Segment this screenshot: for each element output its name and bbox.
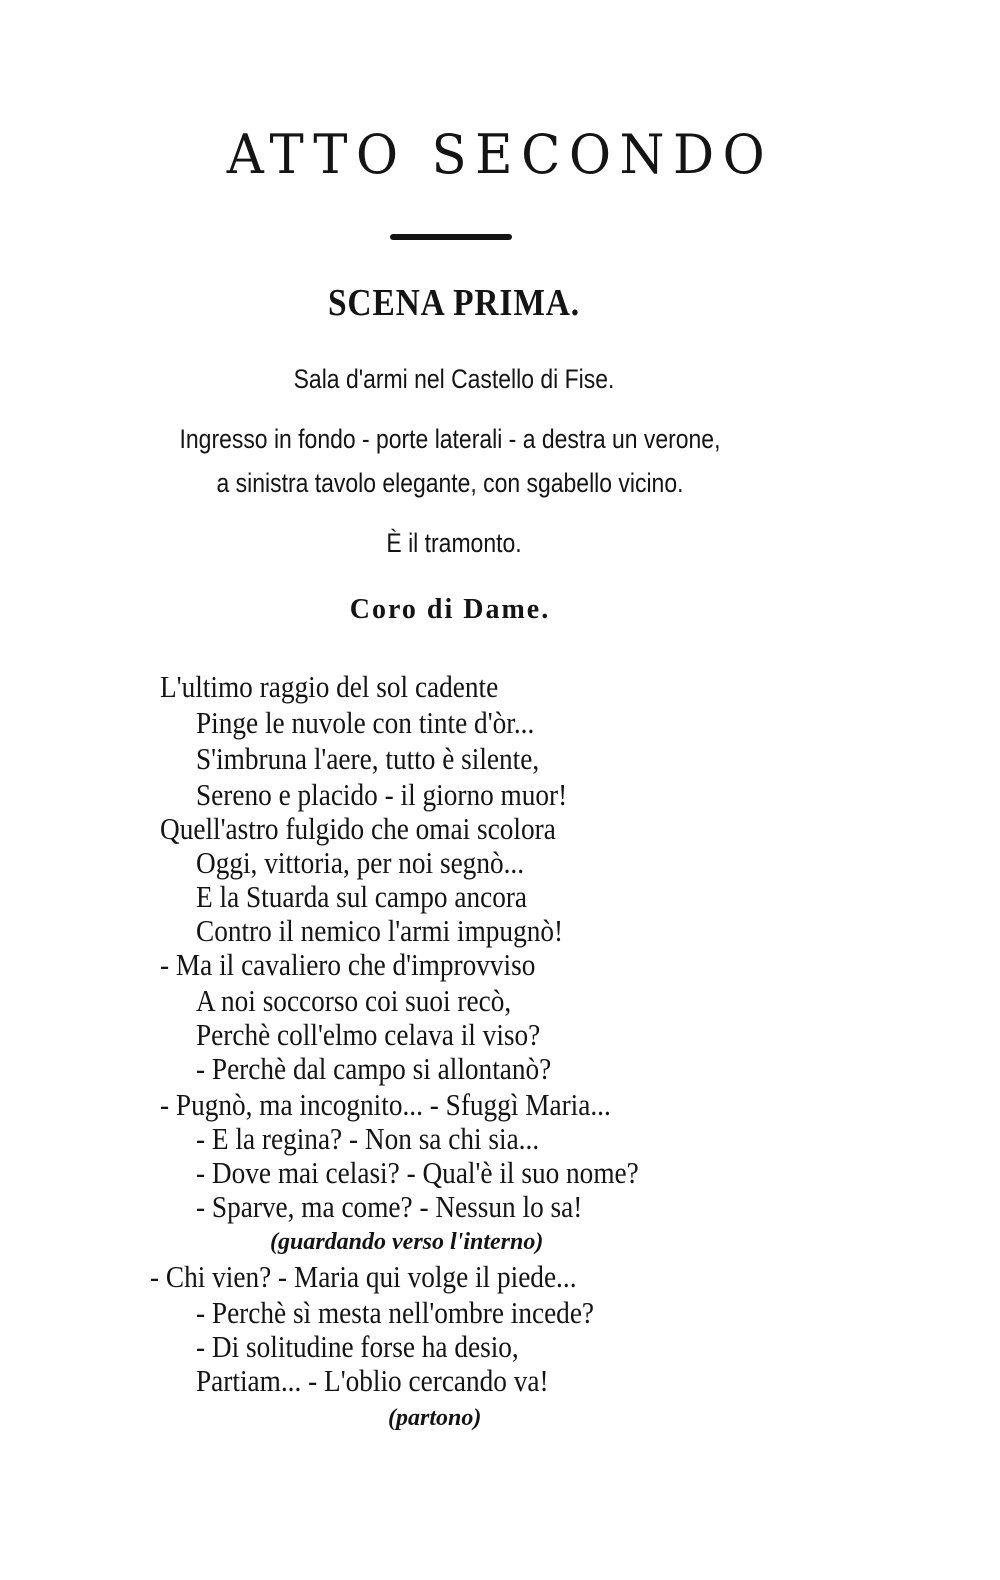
stage-direction-exit: (partono) [388,1405,482,1431]
verse-line: - Chi vien? - Maria qui volge il piede... [150,1259,577,1294]
verse-line: Partiam... - L'oblio cercando va! [196,1363,549,1398]
verse-line: - Sparve, ma come? - Nessun lo sa! [196,1189,583,1224]
verse-line: E la Stuarda sul campo ancora [196,879,528,914]
verse-line: - Ma il cavaliero che d'improvviso [160,947,536,982]
verse-line: Quell'astro fulgido che omai scolora [160,811,556,846]
verse-line: Sereno e placido - il giorno muor! [196,777,568,812]
verse-line: Contro il nemico l'armi impugnò! [196,913,564,948]
stage-direction-setting: Sala d'armi nel Castello di Fise. [293,364,615,394]
verse-line: - Pugnò, ma incognito... - Sfuggì Maria... [160,1087,611,1122]
verse-line: - E la regina? - Non sa chi sia... [196,1121,540,1156]
verse-line: S'imbruna l'aere, tutto è silente, [196,741,540,776]
verse-line: L'ultimo raggio del sol cadente [160,669,499,704]
verse-line: A noi soccorso coi suoi recò, [196,983,512,1018]
stage-direction-inline: (guardando verso l'interno) [270,1229,544,1255]
verse-line: - Perchè dal campo si allontanò? [196,1051,552,1086]
stage-direction-description-2: a sinistra tavolo elegante, con sgabello vicino. [216,468,684,498]
speaker-heading: Coro di Dame. [349,594,551,625]
verse-line: - Di solitudine forse ha desio, [196,1329,519,1364]
title-divider [390,234,512,240]
verse-line: - Dove mai celasi? - Qual'è il suo nome? [196,1155,639,1190]
stage-direction-time: È il tramonto. [386,528,522,558]
verse-line: Perchè coll'elmo celava il viso? [196,1017,541,1052]
verse-line: Oggi, vittoria, per noi segnò... [196,845,525,880]
scene-title: SCENA PRIMA. [327,282,581,324]
stage-direction-description-1: Ingresso in fondo - porte laterali - a destra un verone, [179,424,721,454]
act-title: ATTO SECONDO [226,123,774,186]
verse-line: - Perchè sì mesta nell'ombre incede? [196,1295,595,1330]
verse-line: Pinge le nuvole con tinte d'òr... [196,705,535,740]
